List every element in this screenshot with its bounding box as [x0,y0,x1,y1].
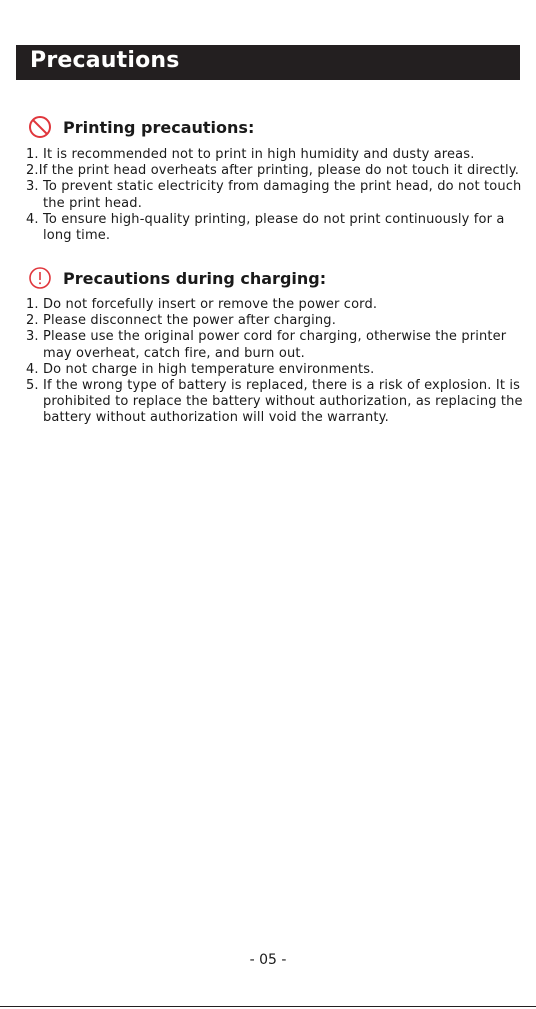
item-text: Do not charge in high temperature environments. [43,361,375,377]
title-bar [16,45,520,80]
item-number: 4. [26,361,43,377]
item-number: 1. [26,147,43,162]
list-item [26,313,526,329]
printing-precautions-title: Printing precautions: [63,117,255,137]
item-text: To prevent static electricity from damaging the print head, do not touch the print head. [43,179,526,211]
list-item [26,297,526,313]
page-number: - 05 - [249,952,287,968]
list-item [26,163,526,179]
charging-precautions-heading [28,265,326,291]
item-text: If the print head overheats after printing, please do not touch it directly. [38,163,520,179]
list-item [26,378,526,427]
warning-exclamation-icon [28,266,52,290]
item-number: 2. [26,313,43,329]
item-text: Do not forcefully insert or remove the power cord. [43,297,378,312]
item-number: 2. [26,163,39,179]
bottom-divider [0,1006,536,1007]
list-item [26,212,526,244]
list-item [26,179,526,211]
list-item [26,147,526,163]
charging-precautions-title: Precautions during charging: [63,268,327,288]
list-item [26,329,526,361]
prohibited-icon [28,115,52,139]
printing-precautions-list [26,147,526,244]
list-item [26,362,526,378]
item-number: 3. [26,329,43,345]
item-number: 1. [26,297,43,312]
item-text: To ensure high-quality printing, please do not print continuously for a long time. [43,211,509,244]
page-title: Precautions [30,48,180,73]
printing-precautions-heading [28,114,254,140]
item-text: If the wrong type of battery is replaced, there is a risk of explosion. It is prohibited to replace the battery without authorization, as replacing the battery without authorization will void the warranty. [43,378,527,426]
item-text: Please use the original power cord for charging, otherwise the printer may overheat, catch fire, and burn out. [43,329,511,361]
item-number: 3. [26,179,43,195]
charging-precautions-list [26,297,526,427]
item-text: Please disconnect the power after charging. [43,313,336,329]
item-text: It is recommended not to print in high humidity and dusty areas. [43,147,475,162]
item-number: 5. [26,378,43,394]
item-number: 4. [26,211,43,227]
